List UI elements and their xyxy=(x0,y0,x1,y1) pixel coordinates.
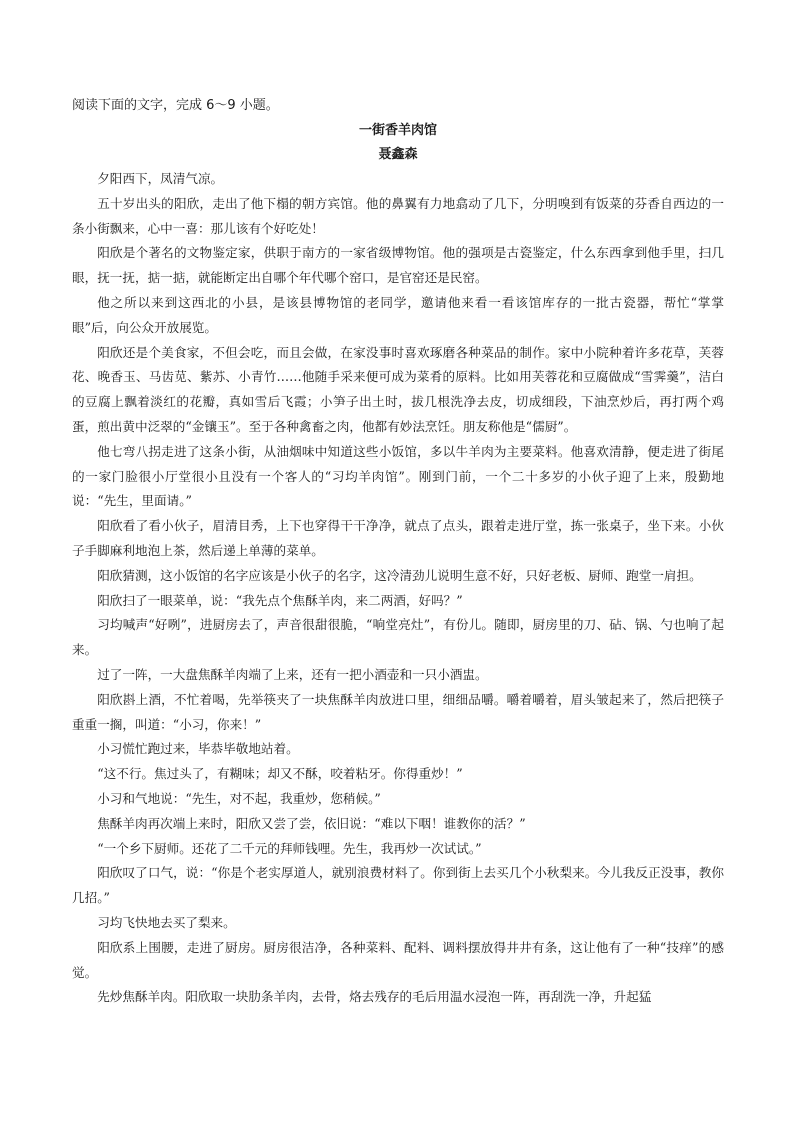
article-author: 聂鑫森 xyxy=(378,147,418,162)
paragraph: 阳欣斟上酒，不忙着喝，先举筷夹了一块焦酥羊肉放进口里，细细品嚼。嚼着嚼着，眉头皱起来了，然后把筷子重重一搁，叫道：“小习，你来！” xyxy=(72,691,724,732)
paragraph: 五十岁出头的阳欣，走出了他下榻的朝方宾馆。他的鼻翼有力地翕动了几下，分明嗅到有饭菜的芬香自西边的一条小街飘来，心中一喜：那儿该有个好吃处！ xyxy=(72,195,724,236)
paragraph: 阳欣叹了口气，说：“你是个老实厚道人，就别浪费材料了。你到街上去买几个小秋梨来。今儿我反正没事，教你几招。” xyxy=(72,865,724,906)
paragraph: 阳欣系上围腰，走进了厨房。厨房很洁净，各种菜料、配料、调料摆放得井井有条，这让他有了一种“技痒”的感觉。 xyxy=(72,939,724,980)
reading-instruction: 阅读下面的文字，完成 6～9 小题。 xyxy=(72,98,279,113)
paragraph: 阳欣看了看小伙子，眉清目秀，上下也穿得干干净净，就点了点头，跟着走进厅堂，拣一张桌子，坐下来。小伙子手脚麻利地泡上茶，然后递上单薄的菜单。 xyxy=(72,518,724,558)
paragraph: “这不行。焦过头了，有糊味；却又不酥，咬着粘牙。你得重炒！” xyxy=(97,766,463,782)
paragraph: 焦酥羊肉再次端上来时，阳欣又尝了尝，依旧说：“难以下咽！谁教你的活？” xyxy=(97,815,526,831)
paragraph: 阳欣扫了一眼菜单，说：“我先点个焦酥羊肉，来二两酒，好吗？” xyxy=(97,592,463,608)
paragraph: 小习和气地说：“先生，对不起，我重炒，您稍候。” xyxy=(97,790,381,806)
paragraph: 他之所以来到这西北的小县，是该县博物馆的老同学，邀请他来看一看该馆库存的一批古瓷器，帮忙“掌掌眼”后，向公众开放展览。 xyxy=(72,294,724,335)
paragraph: 夕阳西下，凤清气凉。 xyxy=(97,171,224,186)
paragraph: 阳欣猜测，这小饭馆的名字应该是小伙子的名字，这冷清劲儿说明生意不好，只好老板、厨师、跑堂一肩担。 xyxy=(97,567,702,583)
paragraph: 过了一阵，一大盘焦酥羊肉端了上来，还有一把小酒壶和一只小酒盅。 xyxy=(97,666,488,682)
paragraph: 习均飞快地去买了梨来。 xyxy=(97,914,236,930)
paragraph: 阳欣是个著名的文物鉴定家，供职于南方的一家省级博物馆。他的强项是古瓷鉴定，什么东西拿到他手里，扫几眼，抚一抚，掂一掂，就能断定出自哪个年代哪个窑口，是官窑还是民窑。 xyxy=(72,245,724,286)
paragraph: 先炒焦酥羊肉。阳欣取一块肋条羊肉，去骨，烙去残存的毛后用温水浸泡一阵，再刮洗一净，升起猛 xyxy=(97,989,652,1005)
article-title: 一街香羊肉馆 xyxy=(358,123,437,138)
article-body xyxy=(72,167,724,1010)
paragraph: “一个乡下厨师。还花了二千元的拜师钱哩。先生，我再炒一次试试。” xyxy=(97,840,482,856)
paragraph: 小习慌忙跑过来，毕恭毕敬地站着。 xyxy=(97,741,299,757)
document-page xyxy=(72,94,724,1010)
paragraph: 习均喊声“好咧”，进厨房去了，声音很甜很脆，“响堂亮灶”，有份儿。随即，厨房里的刀、砧、锅、勺也响了起来。 xyxy=(72,617,724,658)
paragraph: 他七弯八拐走进了这条小街，从油烟味中知道这些小饭馆，多以牛羊肉为主要菜料。他喜欢清静，便走进了街尾的一家门脸很小厅堂很小且没有一个客人的“习均羊肉馆”。刚到门前，一个二十多岁的小伙子迎了上来，殷勤地说：“先生，里面请。” xyxy=(72,443,724,509)
paragraph: 阳欣还是个美食家，不但会吃，而且会做，在家没事时喜欢琢磨各种菜品的制作。家中小院种着许多花草，芙蓉花、晚香玉、马齿苋、紫苏、小青竹……他随手采来便可成为菜肴的原料。比如用芙蓉花和豆腐做成“雪霁羹”，洁白的豆腐上飘着淡红的花瓣，真如雪后飞霞；小笋子出土时，拔几根洗净去皮，切成细段，下油烹炒后，再打两个鸡蛋，煎出黄中泛翠的“金镶玉”。至于各种禽畜之肉，他都有妙法烹饪。朋友称他是“儒厨”。 xyxy=(72,344,724,434)
